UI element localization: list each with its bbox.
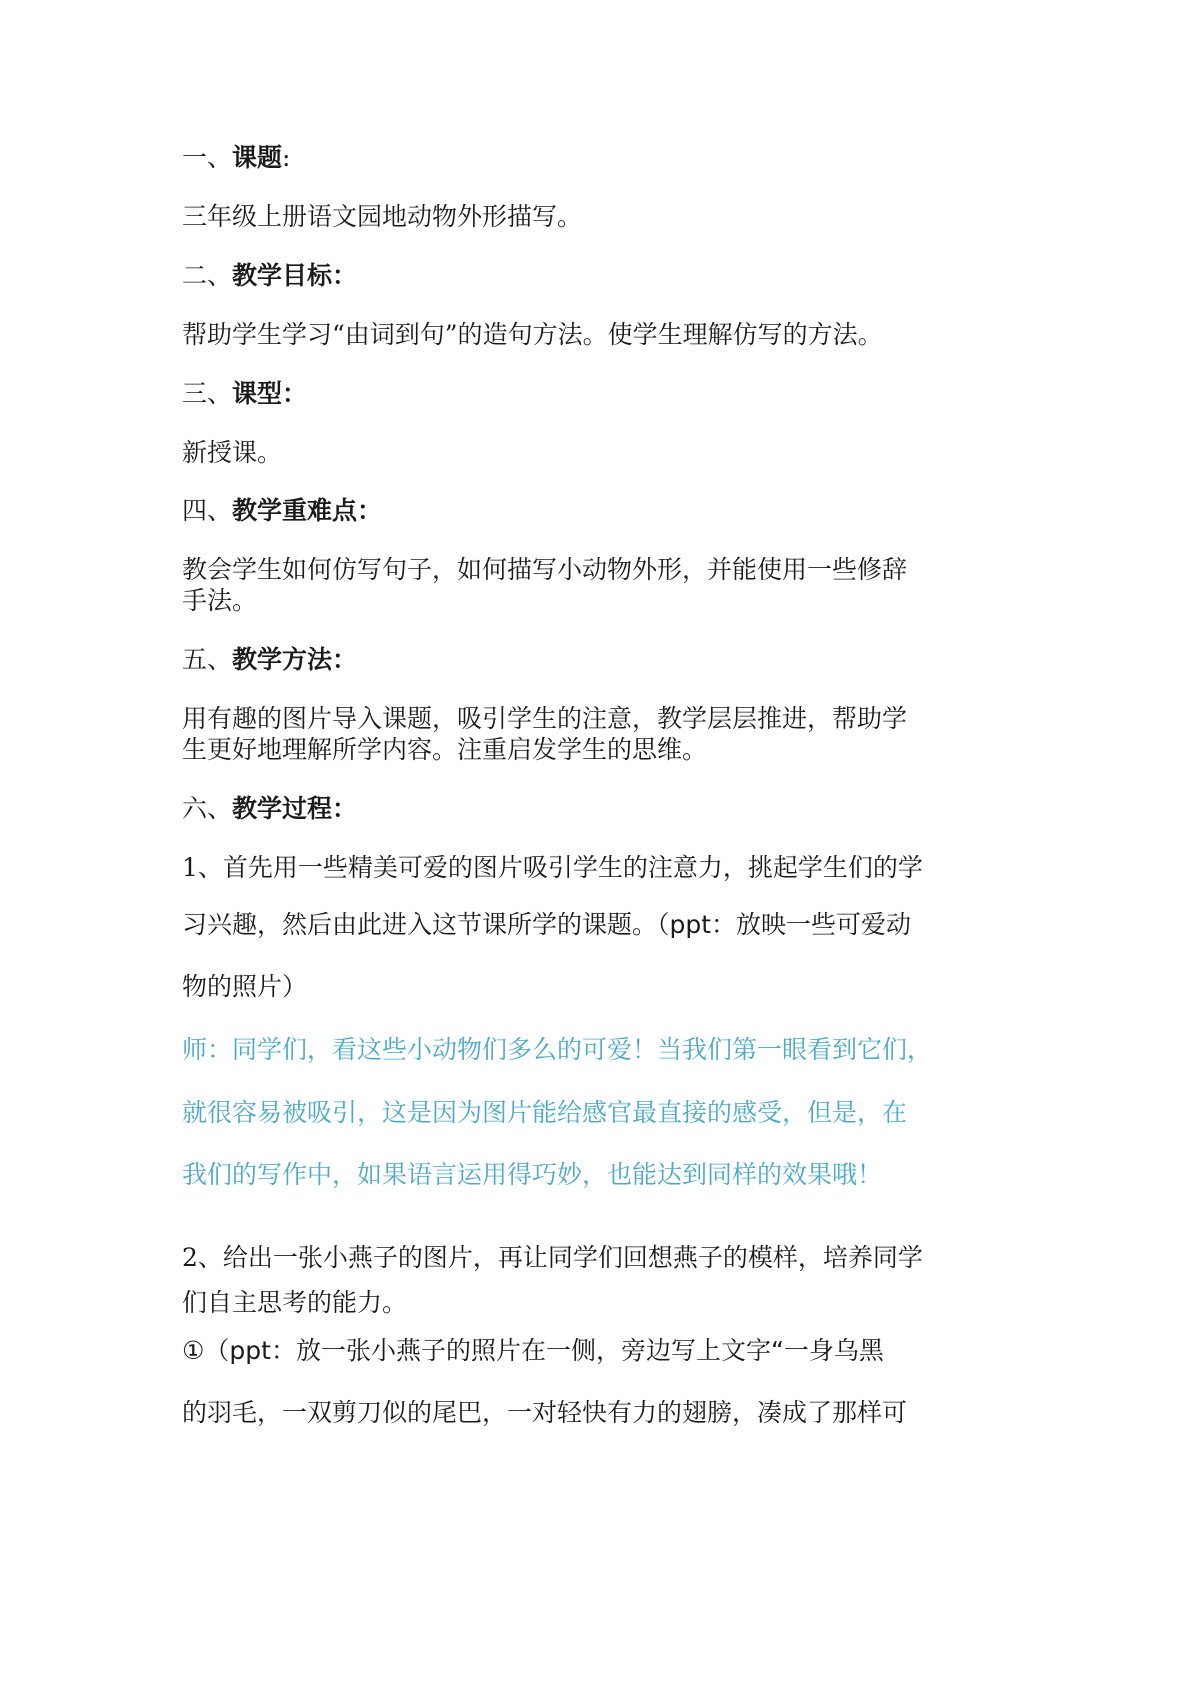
process-step-2-line-2: 们自主思考的能力。 [182, 1288, 408, 1317]
section-body-5-line-2: 生更好地理解所学内容。注重启发学生的思维。 [182, 735, 708, 764]
section-body-4-line-2: 手法。 [182, 586, 258, 615]
section-heading-2: 二、教学目标： [182, 261, 358, 290]
process-step-1-line-3: 物的照片） [182, 972, 308, 1001]
section-body-2: 帮助学生学习“由词到句”的造句方法。使学生理解仿写的方法。 [182, 320, 883, 349]
section-body-3: 新授课。 [182, 438, 283, 467]
section-heading-3: 三、课型： [182, 379, 308, 408]
teacher-speech-line-2: 就很容易被吸引，这是因为图片能给感官最直接的感受，但是，在 [182, 1098, 908, 1127]
teacher-speech-line-1: 师：同学们，看这些小动物们多么的可爱！当我们第一眼看到它们， [182, 1035, 933, 1064]
section-body-1: 三年级上册语文园地动物外形描写。 [182, 202, 583, 231]
teacher-speech-line-3: 我们的写作中，如果语言运用得巧妙，也能达到同样的效果哦！ [182, 1160, 883, 1189]
section-body-5-line-1: 用有趣的图片导入课题，吸引学生的注意，教学层层推进，帮助学 [182, 704, 908, 733]
process-step-1-line-1: 1、首先用一些精美可爱的图片吸引学生的注意力，挑起学生们的学 [182, 853, 923, 882]
process-step-3-line-2: 的羽毛，一双剪刀似的尾巴，一对轻快有力的翅膀，凑成了那样可 [182, 1398, 908, 1427]
section-heading-1: 一、课题: [182, 143, 291, 172]
section-body-4-line-1: 教会学生如何仿写句子，如何描写小动物外形，并能使用一些修辞 [182, 555, 908, 584]
section-heading-5: 五、教学方法： [182, 645, 358, 674]
process-step-3-line-1: ①（ppt：放一张小燕子的照片在一侧，旁边写上文字“一身乌黑 [182, 1336, 884, 1365]
section-heading-6: 六、教学过程： [182, 794, 358, 823]
process-step-1-line-2: 习兴趣，然后由此进入这节课所学的课题。（ppt：放映一些可爱动 [182, 910, 912, 939]
section-heading-4: 四、教学重难点： [182, 496, 383, 525]
process-step-2-line-1: 2、给出一张小燕子的图片，再让同学们回想燕子的模样，培养同学 [182, 1243, 923, 1272]
